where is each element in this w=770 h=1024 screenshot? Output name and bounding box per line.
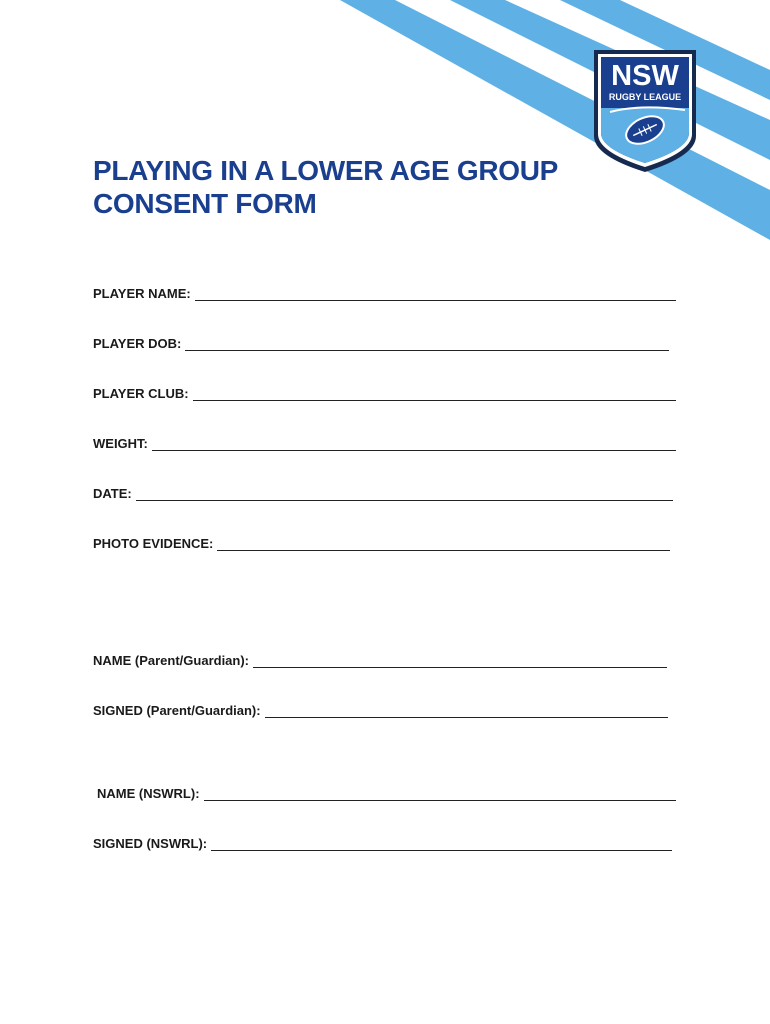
- player-name-label: PLAYER NAME:: [93, 286, 191, 301]
- title-line-1: PLAYING IN A LOWER AGE GROUP: [93, 155, 559, 186]
- date-field[interactable]: [93, 484, 673, 504]
- nswrl-signed-field[interactable]: [93, 834, 672, 854]
- player-name-field[interactable]: [93, 284, 676, 304]
- weight-label: WEIGHT:: [93, 436, 148, 451]
- svg-text:RUGBY LEAGUE: RUGBY LEAGUE: [608, 92, 682, 102]
- nswrl-signed-line[interactable]: [211, 836, 672, 851]
- nswrl-name-label: NAME (NSWRL):: [97, 786, 200, 801]
- player-dob-line[interactable]: [185, 336, 669, 351]
- player-name-line[interactable]: [195, 286, 676, 301]
- weight-line[interactable]: [152, 436, 676, 451]
- parent-name-label: NAME (Parent/Guardian):: [93, 653, 250, 668]
- player-dob-field[interactable]: [93, 334, 669, 354]
- nswrl-name-field[interactable]: [97, 784, 676, 804]
- photo-evidence-line[interactable]: [217, 536, 670, 551]
- form-title: [93, 154, 613, 220]
- weight-field[interactable]: [93, 434, 676, 454]
- photo-evidence-label: PHOTO EVIDENCE:: [93, 536, 214, 551]
- player-club-label: PLAYER CLUB:: [93, 386, 189, 401]
- parent-signed-field[interactable]: [93, 701, 668, 721]
- parent-name-line[interactable]: [253, 653, 667, 668]
- parent-name-field[interactable]: [93, 651, 667, 671]
- player-dob-label: PLAYER DOB:: [93, 336, 182, 351]
- parent-signed-line[interactable]: [265, 703, 668, 718]
- player-club-field[interactable]: [93, 384, 676, 404]
- title-line-2: CONSENT FORM: [93, 188, 317, 219]
- player-club-line[interactable]: [193, 386, 676, 401]
- date-line[interactable]: [136, 486, 673, 501]
- date-label: DATE:: [93, 486, 132, 501]
- photo-evidence-field[interactable]: [93, 534, 670, 554]
- nswrl-name-line[interactable]: [204, 786, 676, 801]
- svg-text:NSW: NSW: [611, 60, 679, 92]
- nswrl-signed-label: SIGNED (NSWRL):: [93, 836, 208, 851]
- parent-signed-label: SIGNED (Parent/Guardian):: [93, 703, 261, 718]
